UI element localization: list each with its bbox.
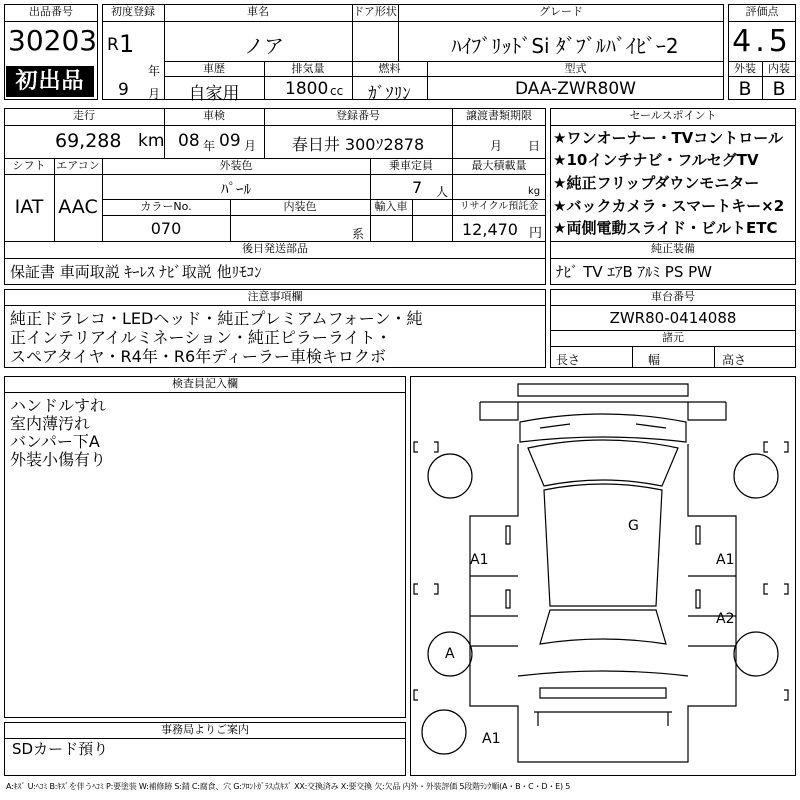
color-no-label: カラーNo. (140, 200, 192, 213)
int-label: 内装 (768, 62, 790, 75)
equipment-label: 純正装備 (651, 242, 695, 255)
inspector-label: 検査員記入欄 (172, 377, 238, 390)
width-label: 幅 (648, 353, 661, 367)
cc-unit: cc (330, 84, 344, 98)
month-unit: 月 (148, 87, 161, 101)
inspector-line: ハンドルすれ (10, 396, 107, 415)
length-label: 長さ (556, 353, 581, 367)
interior-label: 内装色 (283, 200, 317, 213)
lot-label: 出品番号 (29, 5, 73, 18)
insp-year-unit: 年 (203, 139, 216, 153)
first-listing-badge: 初出品 (6, 66, 94, 97)
int-score: B (772, 78, 786, 100)
km-unit: km (138, 131, 165, 151)
history-label: 車歴 (203, 62, 225, 75)
later-value: 保証書 車両取説 ｷｰﾚｽ ﾅﾋﾞ取説 他ﾘﾓｺﾝ (10, 263, 262, 281)
notes-line: 純正ドラレコ・LEDヘッド・純正プレミアムフォーン・純 (10, 309, 423, 328)
first-reg-era: R (107, 35, 119, 55)
yen-unit: 円 (529, 226, 543, 241)
inspection-year: 08 (178, 131, 200, 151)
model-label: 型式 (564, 62, 587, 75)
lot-number: 30203 (8, 24, 98, 57)
door-label: ドア形状 (353, 5, 397, 18)
fuel-value: ｶﾞｿﾘﾝ (368, 84, 411, 104)
displacement-value: 1800 (285, 79, 329, 99)
damage-mark-rear: A1 (482, 731, 501, 747)
ext-score: B (738, 78, 752, 100)
insp-month-unit: 月 (244, 139, 257, 153)
year-unit: 年 (148, 64, 161, 78)
score-value: 4.5 (732, 24, 792, 59)
recycle-value: 12,470 (462, 220, 518, 239)
damage-mark-left-rear-wheel: A (445, 646, 455, 662)
shift-value: IAT (14, 196, 44, 218)
ext-label: 外装 (734, 62, 756, 75)
displacement-label: 排気量 (291, 62, 325, 75)
ac-label: エアコン (56, 159, 100, 172)
car-name: ノア (244, 34, 284, 58)
load-label: 最大積載量 (471, 159, 527, 172)
mileage-value: 69,288 (55, 130, 122, 152)
selling-label: セールスポイント (629, 109, 717, 122)
chassis-label: 車台番号 (651, 290, 695, 303)
inspection-month: 09 (219, 131, 241, 151)
plate-label: 登録番号 (336, 109, 380, 122)
later-label: 後日発送部品 (242, 242, 308, 255)
notes-line: スペアタイヤ・R4年・R6年ディーラー車検キロクボ (10, 347, 386, 366)
chassis-value: ZWR80-0414088 (609, 309, 737, 327)
capacity-unit: 人 (436, 185, 449, 199)
car-name-label: 車名 (247, 5, 269, 18)
transfer-day-unit: 日 (528, 139, 541, 153)
first-reg-year: 1 (119, 30, 135, 58)
equipment-value: ﾅﾋﾞ TV ｴｱB ｱﾙﾐ PS PW (556, 263, 712, 281)
selling-point: ★純正フリップダウンモニター (553, 174, 760, 192)
plate-value: 春日井 300ｿ2878 (291, 135, 425, 154)
model-value: DAA-ZWR80W (515, 79, 636, 99)
shift-label: シフト (12, 159, 46, 172)
grade-value: ﾊｲﾌﾞﾘｯﾄﾞSi ﾀﾞﾌﾞﾙﾊﾞｲﾋﾞｰ2 (451, 34, 679, 58)
selling-point: ★ワンオーナー・TVコントロール (553, 129, 783, 147)
inspection-label: 車検 (203, 109, 225, 122)
legend: A:ｷｽﾞ U:ﾍｺﾐ B:ｷｽﾞを伴うﾍｺﾐ P:要塗装 W:補修跡 S:錆 C:腐食、穴 G:ﾌﾛﾝﾄｶﾞﾗｽ点ｷｽﾞ XX:交換済み X:要交換 欠:欠品 内外・外装評価 5段階ﾗﾝｸ順(A・B・C・D・E) 5 (6, 782, 571, 791)
color-value: ﾊﾟｰﾙ (220, 180, 251, 198)
notes-line: 正インテリアイルミネーション・純正ピラーライト・ (10, 328, 392, 347)
capacity-label: 乗車定員 (389, 159, 433, 172)
car-diagram (410, 376, 796, 776)
interior-suffix: 系 (352, 227, 365, 241)
notes-label: 注意事項欄 (247, 290, 303, 303)
height-label: 高さ (722, 353, 747, 367)
history-value: 自家用 (188, 84, 240, 104)
transfer-month-unit: 月 (490, 139, 503, 153)
dims-label: 諸元 (662, 331, 684, 344)
office-label: 事務局よりご案内 (161, 723, 249, 736)
inspector-line: 室内薄汚れ (10, 414, 91, 433)
selling-point: ★両側電動スライド・ビルトETC (553, 219, 778, 237)
selling-point: ★10インチナビ・フルセグTV (553, 151, 759, 169)
damage-mark-right-front-door: A1 (716, 552, 735, 568)
capacity-value: 7 (412, 178, 423, 197)
inspector-line: 外装小傷有り (10, 450, 107, 469)
damage-mark-roof: G (628, 518, 639, 534)
score-label: 評価点 (745, 5, 779, 18)
kg-unit: kg (528, 186, 541, 197)
ac-value: AAC (58, 196, 98, 218)
fuel-label: 燃料 (378, 62, 401, 75)
transfer-label: 譲渡書類期限 (466, 109, 532, 122)
first-reg-label: 初度登録 (111, 5, 155, 18)
office-value: SDカード預り (12, 740, 109, 758)
color-no-value: 070 (150, 219, 182, 238)
color-label: 外装色 (219, 159, 253, 172)
grade-label: グレード (539, 5, 583, 18)
inspector-line: バンパー下A (10, 432, 100, 451)
recycle-label: リサイクル預託金 (459, 201, 539, 212)
damage-mark-left-front-door: A1 (470, 552, 489, 568)
first-reg-month: 9 (118, 80, 129, 100)
selling-point: ★バックカメラ・スマートキー×2 (553, 197, 785, 215)
damage-mark-right-rear-door: A2 (716, 611, 735, 627)
import-label: 輸入車 (374, 200, 408, 213)
mileage-label: 走行 (73, 109, 95, 122)
